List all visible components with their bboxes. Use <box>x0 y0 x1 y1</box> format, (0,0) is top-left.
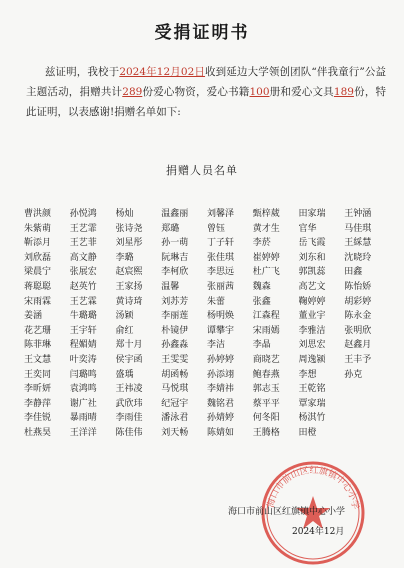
donor-name: 张展宏 <box>69 267 97 278</box>
donor-name <box>344 398 390 412</box>
signature-school: 海口市前山区红旗镇中心小学 <box>228 507 346 517</box>
donor-name: 姜涵 <box>24 311 43 322</box>
donor-name: 刘星彤 <box>115 238 143 249</box>
donor-name: 商晓艺 <box>252 354 280 365</box>
donor-name: 盛瑀 <box>115 369 134 380</box>
body-part-5: 份，特此证明，以表感谢!捐赠名单如下: <box>26 86 387 118</box>
donor-name: 牛璐璐 <box>69 311 97 322</box>
donor-name: 王丰予 <box>344 354 372 365</box>
donor-name: 周逸颍 <box>298 354 326 365</box>
body-part-3: 份爱心物资，爱心书籍 <box>142 86 250 98</box>
donor-name: 杨淇竹 <box>298 413 326 424</box>
donor-name: 李思远 <box>207 267 235 278</box>
donor-name: 田家瑞 <box>298 209 326 219</box>
body-part-1: 兹证明，我校于 <box>44 66 120 78</box>
items-count: 289 <box>122 86 143 98</box>
body-part-4: 册和爱心文具 <box>269 86 334 98</box>
donor-name: 鲍春燕 <box>252 369 280 380</box>
donor-name: 陈怡娇 <box>344 281 372 292</box>
donor-name: 蔡平平 <box>252 398 280 409</box>
body-part-2: 收到延边大学领创团队“伴我童行”公益主题活动，捐赠共计 <box>26 66 386 98</box>
donor-name: 董业宇 <box>298 311 326 322</box>
stationery-count: 189 <box>333 86 354 98</box>
seal-text-label: 海口市前山区红旗镇中心小学 <box>266 465 360 511</box>
donor-name: 王家扬 <box>115 281 143 292</box>
donor-name: 刘欣磊 <box>24 252 52 263</box>
donor-list-title: 捐赠人员名单 <box>166 164 238 177</box>
donor-name: 郭凯蕊 <box>298 267 326 278</box>
donor-name: 朴镜伊 <box>161 325 189 336</box>
donor-name: 靳添月 <box>24 238 52 249</box>
donor-name: 胡彩婷 <box>344 296 372 307</box>
donor-name: 俞红 <box>115 325 134 336</box>
donor-name: 崔婷婷 <box>252 252 280 263</box>
donor-name: 李洁 <box>207 340 226 351</box>
donor-name: 孙婷婷 <box>207 354 235 365</box>
donor-name: 马悦琪 <box>161 384 189 395</box>
donor-name: 魏铭君 <box>207 398 235 409</box>
donor-name: 黄诗琦 <box>115 296 143 307</box>
donor-name: 王钟涵 <box>344 209 372 219</box>
donor-name: 朱紫萌 <box>24 223 52 234</box>
donor-name: 田鑫 <box>344 267 363 278</box>
donor-name: 王艺菲 <box>69 238 97 249</box>
donor-name: 王綵慧 <box>344 238 372 249</box>
donor-name: 杜广飞 <box>252 267 280 278</box>
donor-name: 赵英竹 <box>69 281 97 292</box>
donor-name: 孙鑫淼 <box>161 340 189 351</box>
donor-name: 田橙 <box>298 427 317 438</box>
donor-name: 李丽莲 <box>161 311 189 322</box>
donor-name: 赵鑫月 <box>344 340 372 351</box>
donor-name: 武欣玮 <box>115 398 143 409</box>
donor-name: 汤颖 <box>115 311 134 322</box>
donor-name: 杜燕昊 <box>24 427 52 438</box>
donor-name: 丁子轩 <box>207 238 235 249</box>
signature-date: 2024年12月 <box>292 527 345 537</box>
donor-name: 黄才生 <box>252 223 280 234</box>
donor-name: 阮琳吉 <box>161 252 189 263</box>
donor-name: 李菸 <box>252 238 271 249</box>
donor-name: 王奕同 <box>24 369 52 380</box>
donor-name: 朱蕾 <box>207 296 226 307</box>
donor-name: 郑璐 <box>161 223 180 234</box>
donor-name: 袁鸿鸣 <box>69 384 97 395</box>
donor-name: 胡函畅 <box>161 369 189 380</box>
donor-name: 江森程 <box>252 311 280 322</box>
donor-name: 温馨 <box>161 281 180 292</box>
donor-name: 鞠婷婷 <box>298 296 326 307</box>
donor-name: 谭攀宇 <box>207 325 235 336</box>
donor-name: 李婧祎 <box>207 384 235 395</box>
donor-name: 郭志玉 <box>252 384 280 395</box>
donor-name-grid <box>24 208 390 441</box>
donor-name: 刘思宏 <box>298 340 326 351</box>
donor-name: 谢广社 <box>69 398 97 409</box>
donor-name: 陈婧如 <box>207 427 235 438</box>
donor-name: 王文慧 <box>24 354 52 365</box>
donor-name: 高文静 <box>69 252 97 263</box>
donor-name: 潘泳君 <box>161 413 189 424</box>
donor-name: 甄梓葳 <box>252 209 280 219</box>
donor-name: 陈永金 <box>344 311 372 322</box>
donor-name: 覃家瑞 <box>298 398 326 409</box>
donor-name: 李雨佳 <box>115 413 143 424</box>
donor-name: 李佳锐 <box>24 413 52 424</box>
donor-name: 程媚婧 <box>69 340 97 351</box>
donor-name: 何冬阳 <box>252 413 280 424</box>
donor-name <box>344 427 390 441</box>
donor-name: 孙添翊 <box>207 369 235 380</box>
donor-name: 宋雨霖 <box>24 296 52 307</box>
donor-name: 魏森 <box>252 281 271 292</box>
donor-name: 孙悦鸿 <box>69 209 97 219</box>
donor-name: 杨灿 <box>115 209 134 219</box>
donor-name: 刘天畅 <box>161 427 189 438</box>
donor-name: 刘苏芳 <box>161 296 189 307</box>
donor-name: 王艺霏 <box>69 223 97 234</box>
donor-name: 孙一萌 <box>161 238 189 249</box>
donor-name: 纪冠宇 <box>161 398 189 409</box>
donor-name: 马佳琪 <box>344 223 372 234</box>
donor-name: 王腾格 <box>252 427 280 438</box>
donor-name: 温鑫丽 <box>161 209 189 219</box>
donor-name: 侯宇函 <box>115 354 143 365</box>
donor-name: 李昕妍 <box>24 384 52 395</box>
donor-name: 王宇轩 <box>69 325 97 336</box>
document-title: 受捐证明书 <box>154 23 250 43</box>
donor-name: 闫璐鸣 <box>69 369 97 380</box>
donor-name: 刘东和 <box>298 252 326 263</box>
donor-name: 王洋洋 <box>69 427 97 438</box>
donor-name: 王雯雯 <box>161 354 189 365</box>
donor-name: 李静萍 <box>24 398 52 409</box>
donor-name: 岳飞霞 <box>298 238 326 249</box>
donor-name: 张丽茜 <box>207 281 235 292</box>
donor-name: 杨明焕 <box>207 311 235 322</box>
donation-date: 2024年12月02日 <box>119 66 206 78</box>
donor-name: 宋雨嫣 <box>252 325 280 336</box>
donor-name: 李柯欣 <box>161 267 189 278</box>
donor-name: 梁晨宁 <box>24 267 52 278</box>
donor-name: 张诗尧 <box>115 223 143 234</box>
donor-name: 张明欣 <box>344 325 372 336</box>
donor-name: 刘馨泽 <box>207 209 235 219</box>
donor-name: 孙克 <box>344 369 363 380</box>
donor-name: 李雅洁 <box>298 325 326 336</box>
donor-name <box>344 412 390 426</box>
donor-name: 官华 <box>298 223 317 234</box>
donor-name: 曹洪颜 <box>24 209 52 219</box>
donor-name: 王祎凌 <box>115 384 143 395</box>
donor-name <box>344 383 390 397</box>
donor-name: 叶奕涛 <box>69 354 97 365</box>
books-count: 100 <box>249 86 270 98</box>
donor-name: 张佳琪 <box>207 252 235 263</box>
donor-name: 李晶 <box>252 340 271 351</box>
donor-name: 王艺霖 <box>69 296 97 307</box>
donor-name: 蒋聪聪 <box>24 281 52 292</box>
donor-name: 暴雨晴 <box>69 413 97 424</box>
donor-name: 花艺珊 <box>24 325 52 336</box>
donor-name: 郑十月 <box>115 340 143 351</box>
donor-name: 李想 <box>298 369 317 380</box>
donor-name: 赵宸熙 <box>115 267 143 278</box>
certificate-body <box>26 62 386 122</box>
donor-name: 李璐 <box>115 252 134 263</box>
donor-name: 孙婧婷 <box>207 413 235 424</box>
donor-name: 沈晓玲 <box>344 252 372 263</box>
donor-name: 王乾铭 <box>298 384 326 395</box>
donor-name: 陈佳伟 <box>115 427 143 438</box>
donor-name: 高艺文 <box>298 281 326 292</box>
donor-name: 张鑫 <box>252 296 271 307</box>
donor-name: 陈菲琳 <box>24 340 52 351</box>
donor-name: 曾钰 <box>207 223 226 234</box>
